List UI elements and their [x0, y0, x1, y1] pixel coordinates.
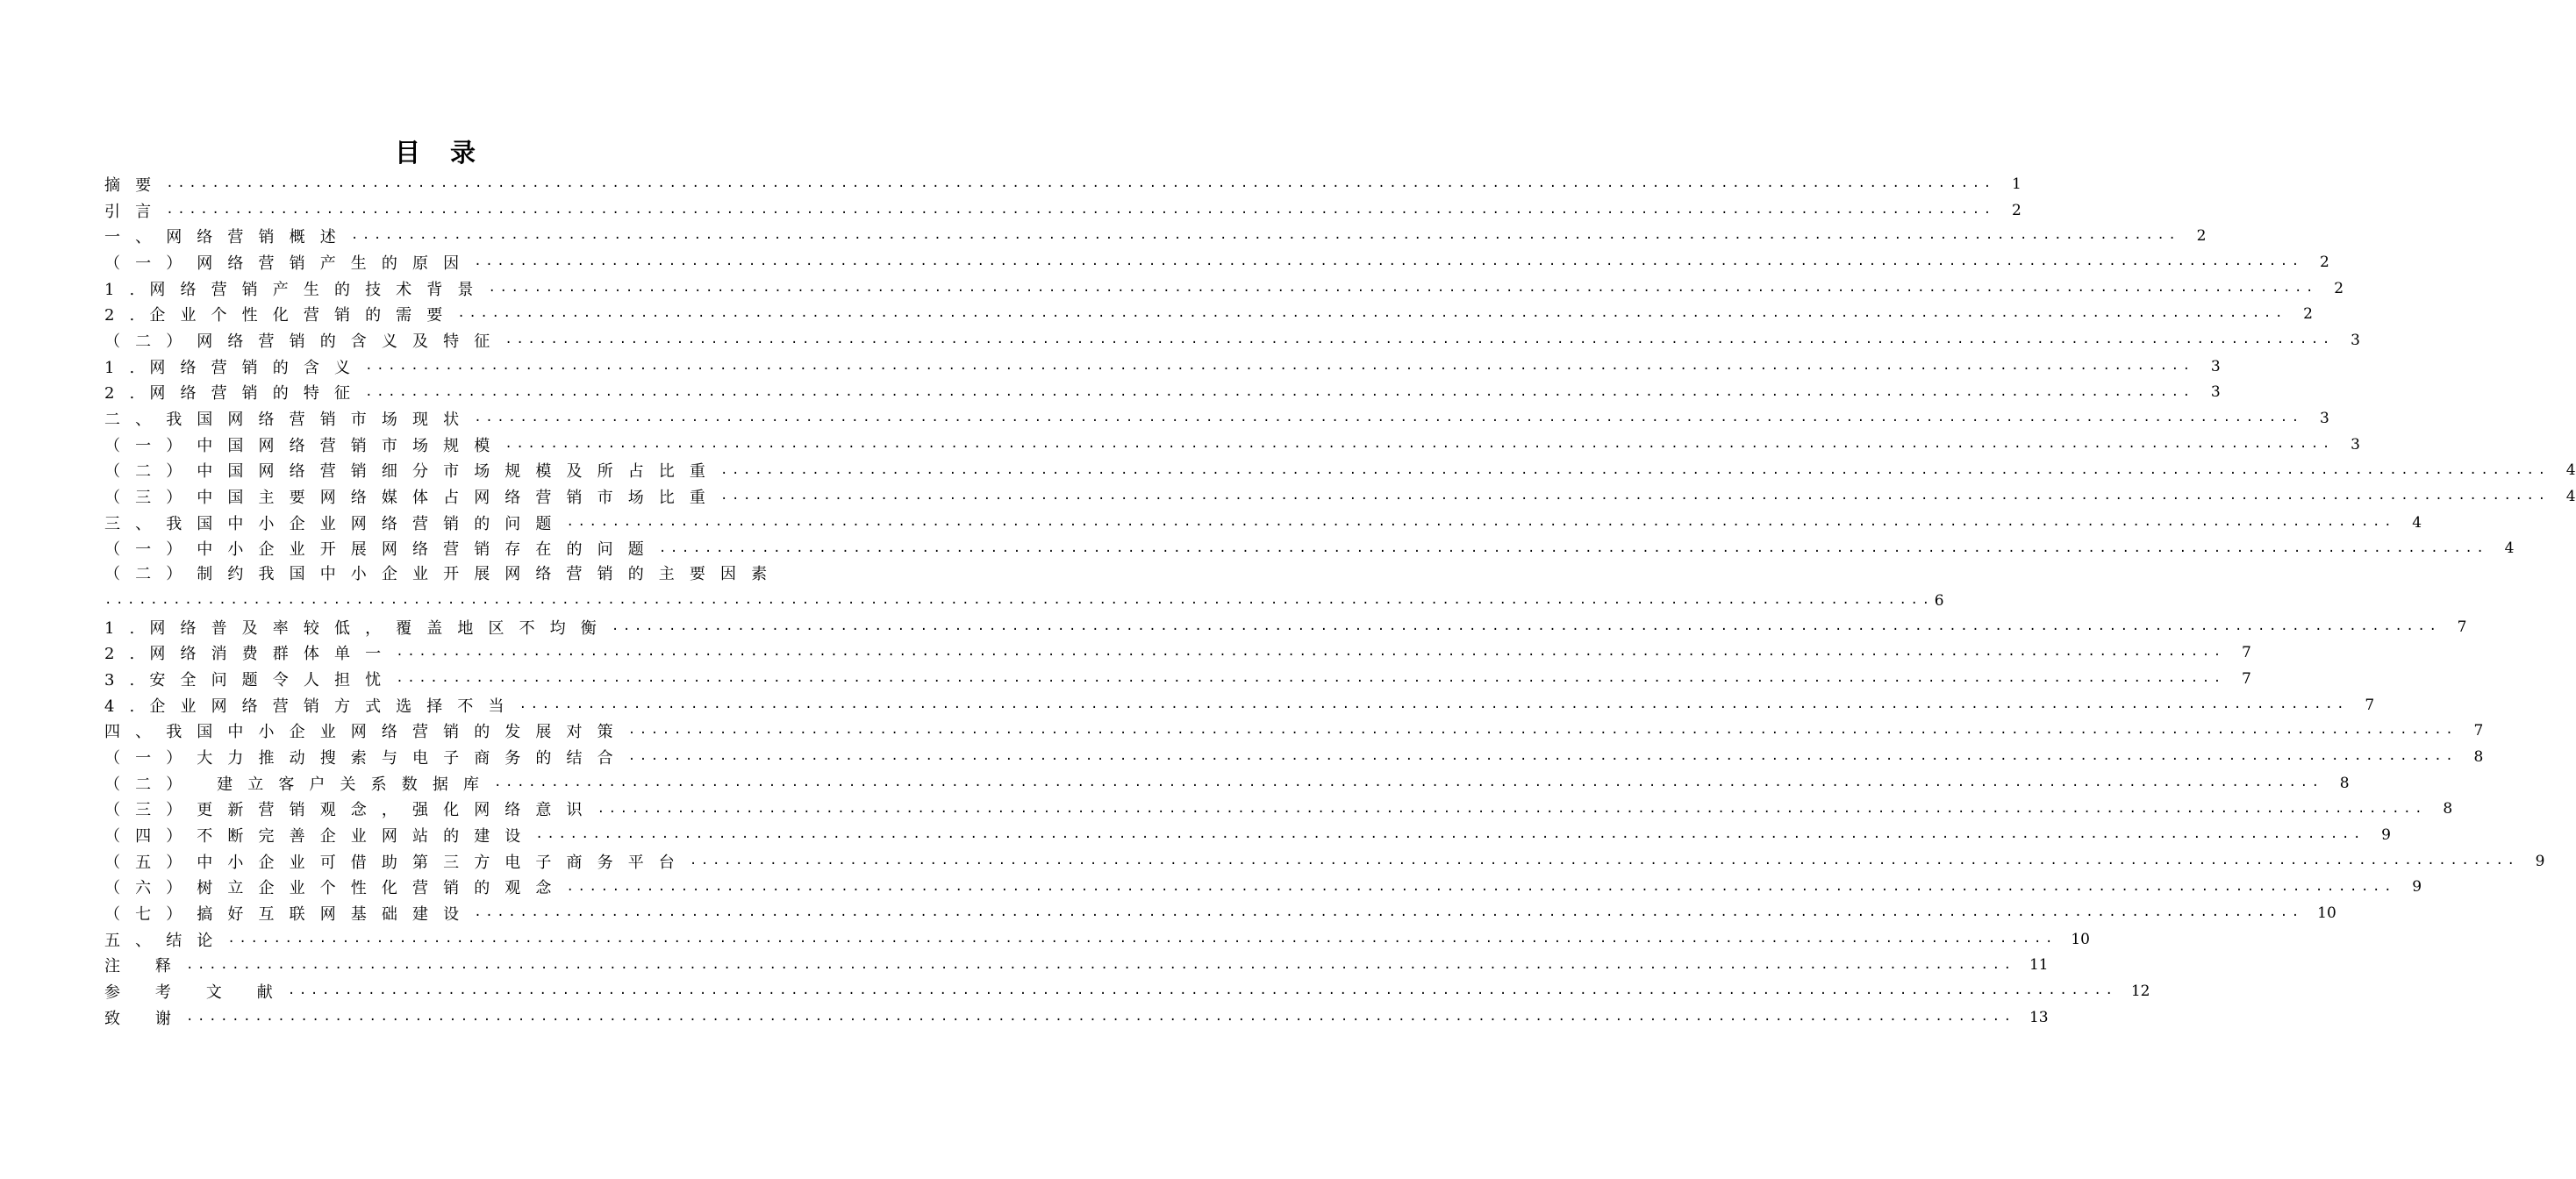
toc-dot-leader: ................................................................................................................................................................	[504, 436, 2334, 451]
toc-entry[interactable]	[104, 718, 2484, 744]
toc-entry[interactable]	[104, 953, 2049, 979]
toc-entry-page-number: 4	[2412, 513, 2422, 532]
toc-entry-title: 一、网络营销概述	[104, 228, 351, 247]
toc-entry[interactable]	[104, 900, 2336, 926]
toc-entry-title: （四）不断完善企业网站的建设	[104, 827, 536, 847]
toc-entry[interactable]	[104, 405, 2329, 432]
toc-entry[interactable]	[104, 848, 2545, 875]
toc-entry-page-number: 3	[2210, 383, 2221, 402]
toc-entry-page-number: 1	[2011, 175, 2021, 193]
toc-entry-title: 1.网络营销的含义	[104, 358, 366, 377]
toc-entry-page-number: 4	[2565, 488, 2576, 506]
toc-entry-page-number: 4	[2565, 461, 2576, 480]
toc-dot-leader: ................................................................................................................................................................	[474, 905, 2303, 920]
toc-entry[interactable]	[104, 978, 2150, 1004]
toc-dot-leader: ................................................................................................................................................................	[689, 853, 2519, 868]
toc-dot-leader: ................................................................................................................................................................	[535, 827, 2365, 842]
toc-dot-leader: ................................................................................................................................................................	[566, 879, 2396, 894]
toc-entry-page-number: 2	[2334, 279, 2344, 297]
toc-entry-title: （三）中国主要网络媒体占网络营销市场比重	[104, 489, 720, 508]
toc-entry-page-number: 7	[2365, 696, 2375, 714]
toc-entry-page-number: 10	[2071, 930, 2090, 948]
toc-entry-title: 1.网络营销产生的技术背景	[104, 280, 489, 299]
toc-entry-title: 2.企业个性化营销的需要	[104, 306, 458, 325]
toc-entry-title: 参 考 文 献	[104, 983, 288, 1003]
toc-entry[interactable]	[104, 458, 2576, 484]
toc-entry-title: （一）大力推动搜索与电子商务的结合	[104, 748, 628, 768]
toc-entry[interactable]	[104, 822, 2391, 848]
toc-entry[interactable]	[104, 327, 2360, 354]
toc-entry-title: 3.安全问题令人担忧	[104, 670, 397, 690]
toc-entry-title: 摘要	[104, 175, 167, 195]
toc-entry[interactable]	[104, 301, 2313, 327]
toc-entry-page-number: 7	[2241, 644, 2251, 662]
toc-entry[interactable]	[104, 354, 2221, 380]
toc-entry-page-number: 3	[2351, 435, 2360, 454]
toc-entry-page-number: 13	[2029, 1008, 2049, 1026]
toc-dot-leader: ................................................................................................................................................................	[350, 228, 2180, 243]
toc-entry-title: 4.企业网络营销方式选择不当	[104, 697, 519, 716]
toc-entry-page-number: 2	[2196, 227, 2207, 246]
toc-entry-page-number: 2	[2303, 305, 2313, 324]
toc-entry[interactable]	[104, 380, 2221, 406]
toc-entry[interactable]	[104, 692, 2375, 718]
toc-entry-title: （七）搞好互联网基础建设	[104, 905, 475, 925]
toc-dot-leader: ................................................................................................................................................................	[287, 983, 2117, 998]
toc-dot-leader: ................................................................................................................................................................	[186, 957, 2015, 972]
toc-entry-page-number: 3	[2319, 410, 2329, 428]
toc-dot-leader: ................................................................................................................................................................	[611, 618, 2441, 633]
toc-entry-page-number: 10	[2317, 904, 2336, 923]
toc-dot-leader: ................................................................................................................................................................	[494, 775, 2323, 790]
toc-entry-page-number: 7	[2457, 618, 2467, 636]
toc-entry-page-number: 8	[2473, 747, 2484, 766]
toc-dot-leader: ................................................................................................................................................................	[457, 306, 2286, 321]
toc-entry-title: （三）更新营销观念，强化网络意识	[104, 801, 597, 820]
toc-dot-leader: ................................................................................................................................................................	[396, 671, 2225, 686]
toc-entry-page-number: 3	[2210, 357, 2221, 375]
toc-entry-page-number: 7	[2473, 722, 2484, 740]
toc-entry-page-number: 6	[1934, 591, 1944, 610]
toc-dot-leader: ................................................................................................................................................................	[474, 254, 2303, 269]
toc-entry[interactable]	[104, 275, 2344, 302]
toc-dot-leader: ................................................................................................................................................................	[166, 202, 1995, 217]
toc-entry-title: 2.网络消费群体单一	[104, 645, 397, 664]
toc-entry[interactable]	[104, 223, 2207, 249]
toc-entry[interactable]	[104, 640, 2251, 666]
toc-dot-leader: ................................................................................................................................................................	[627, 723, 2458, 738]
toc-entry-page-number: 9	[2412, 878, 2422, 897]
toc-entry-title: （二） 建立客户关系数据库	[104, 775, 495, 794]
toc-dot-leader: ................................................................................................................................................................	[720, 462, 2550, 477]
toc-entry-page-number: 11	[2029, 956, 2049, 975]
toc-entry-title: （五）中小企业可借助第三方电子商务平台	[104, 853, 690, 872]
toc-entry-title: 致 谢	[104, 1009, 187, 1028]
toc-entry-page-number: 2	[2011, 201, 2021, 219]
toc-entry-page-number: 3	[2351, 331, 2360, 349]
toc-entry[interactable]	[104, 744, 2484, 770]
toc-entry[interactable]	[104, 797, 2453, 823]
toc-dot-leader: ................................................................................................................................................................	[227, 931, 2057, 946]
toc-dot-leader: ................................................................................................................................................................	[365, 384, 2194, 399]
toc-entry[interactable]	[104, 614, 2467, 640]
toc-dot-leader: ................................................................................................................................................................	[166, 176, 1995, 190]
toc-dot-leader: ................................................................................................................................................................	[566, 514, 2396, 529]
toc-entry[interactable]	[104, 483, 2576, 510]
toc-dot-leader: ................................................................................................................................................................	[396, 645, 2225, 660]
toc-entry[interactable]	[104, 561, 1944, 613]
toc-dot-leader: ................................................................................................................................................................	[186, 1010, 2015, 1024]
toc-dot-leader: ................................................................................................................................................................	[597, 801, 2427, 816]
toc-entry[interactable]	[104, 770, 2350, 797]
toc-entry-title: 四、我国中小企业网络营销的发展对策	[104, 723, 628, 742]
toc-entry-title: （一）中国网络营销市场规模	[104, 436, 505, 455]
toc-entry-title: 2.网络营销的特征	[104, 384, 366, 404]
toc-dot-leader: ................................................................................................................................................................	[104, 593, 1934, 607]
toc-dot-leader: ................................................................................................................................................................	[658, 540, 2488, 555]
toc-dot-leader: ................................................................................................................................................................	[627, 749, 2458, 764]
toc-entry-title: （二）网络营销的含义及特征	[104, 332, 505, 351]
toc-entry-page-number: 2	[2319, 253, 2329, 271]
toc-entry-page-number: 12	[2130, 982, 2150, 1001]
toc-entry-title: 注 释	[104, 957, 187, 976]
toc-entry-continuation	[104, 588, 1944, 614]
toc-dot-leader: ................................................................................................................................................................	[474, 411, 2303, 425]
toc-entry[interactable]	[104, 666, 2251, 692]
toc-entry-title: 二、我国网络营销市场现状	[104, 411, 475, 430]
toc-entry-title: 引言	[104, 202, 167, 221]
toc-entry-page-number: 7	[2241, 669, 2251, 688]
toc-entry-title: （二）中国网络营销细分市场规模及所占比重	[104, 462, 720, 482]
toc-entry[interactable]	[104, 432, 2360, 458]
toc-dot-leader: ................................................................................................................................................................	[720, 489, 2550, 504]
toc-entry[interactable]	[104, 926, 2090, 953]
toc-list	[104, 171, 2576, 1031]
toc-entry-title: （二）制约我国中小企业开展网络营销的主要因素	[104, 565, 783, 584]
toc-entry[interactable]	[104, 1004, 2049, 1031]
toc-entry-page-number: 9	[2535, 852, 2545, 870]
toc-entry[interactable]	[104, 197, 2021, 224]
toc-entry-title: （六）树立企业个性化营销的观念	[104, 879, 567, 898]
toc-entry-page-number: 8	[2443, 800, 2453, 818]
toc-entry-title: （一）中小企业开展网络营销存在的问题	[104, 540, 659, 560]
toc-entry[interactable]	[104, 171, 2021, 197]
toc-entry-title: 五、结论	[104, 931, 228, 950]
toc-dot-leader: ................................................................................................................................................................	[365, 358, 2194, 373]
toc-entry[interactable]	[104, 875, 2422, 901]
toc-entry-title: （一）网络营销产生的原因	[104, 254, 475, 273]
toc-entry-page-number: 4	[2504, 539, 2515, 558]
toc-entry[interactable]	[104, 249, 2329, 275]
toc-entry-page-number: 8	[2339, 774, 2350, 792]
toc-entry-title: 三、我国中小企业网络营销的问题	[104, 514, 567, 533]
toc-title: 目 录	[394, 138, 487, 168]
toc-entry[interactable]	[104, 510, 2422, 536]
toc-entry[interactable]	[104, 536, 2515, 562]
toc-dot-leader: ................................................................................................................................................................	[519, 697, 2349, 711]
toc-dot-leader: ................................................................................................................................................................	[488, 280, 2318, 295]
toc-entry-page-number: 9	[2381, 826, 2391, 845]
toc-dot-leader: ................................................................................................................................................................	[504, 332, 2334, 347]
toc-entry-title: 1.网络普及率较低，覆盖地区不均衡	[104, 618, 612, 638]
